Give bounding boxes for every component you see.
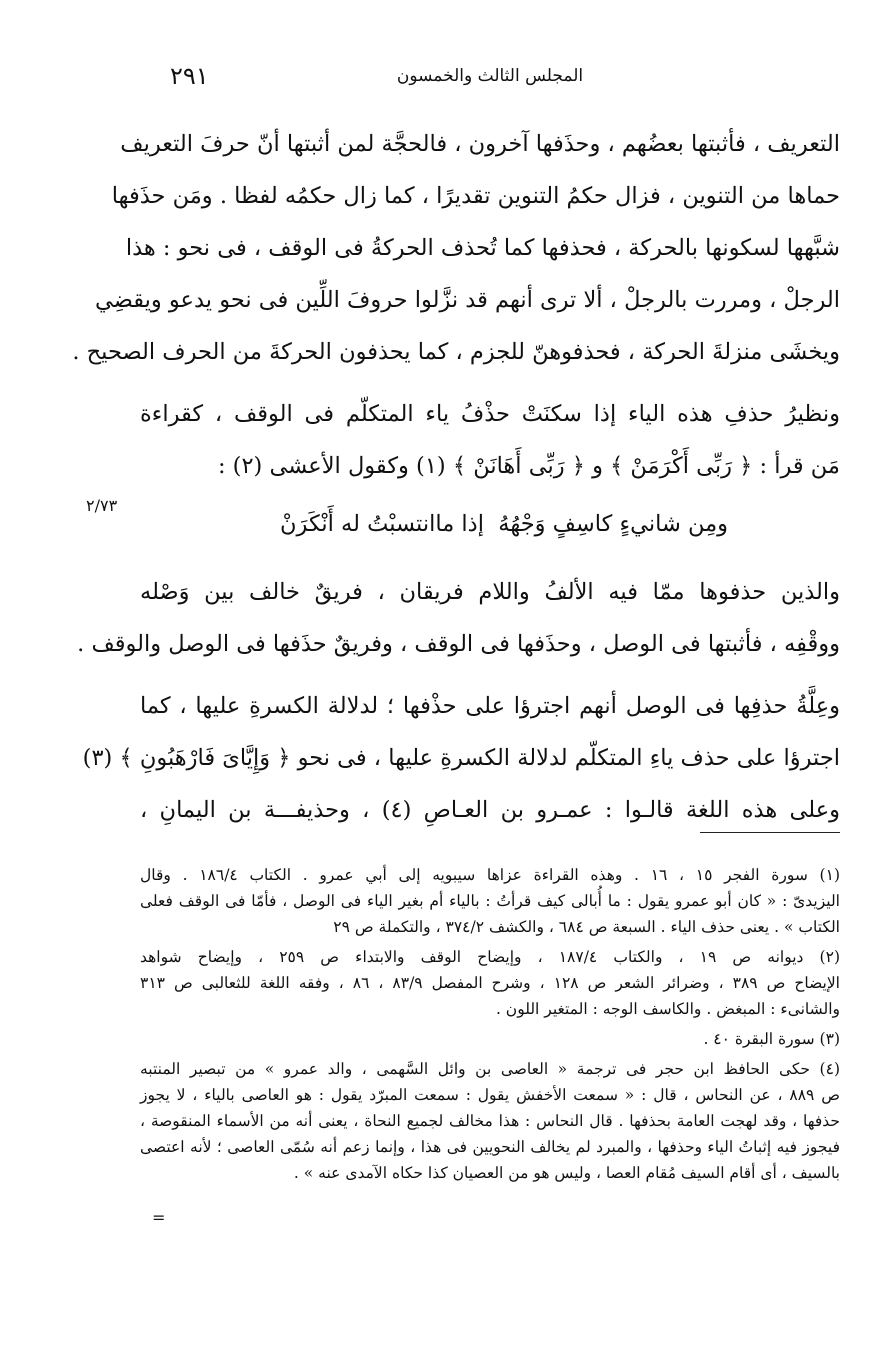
footnote-line: والشانىء : المبغض . والكاسف الوجه : المتغير اللون . [495,1000,840,1018]
text-line: ووقْفِه ، فأثبتها فى الوصل ، وحذَفها فى الوقف ، وفريقٌ حذَفها فى الوصل والوقف . [77,631,840,657]
text-line: وعلى هذه اللغة قالـوا : عمـرو بن العـاصِ (٤) ، وحذيفـــة بن اليمانِ ، [140,797,840,823]
paragraph [140,388,840,492]
running-title: المجلس الثالث والخمسون [396,66,584,86]
continuation-mark: = [152,1208,166,1227]
text-line: مَن قرأ : ﴿ رَبِّى أَكْرَمَنْ ﴾ و ﴿ رَبِّى أَهَانَنْ ﴾ (١) وكقول الأعشى (٢) : [217,453,840,479]
text-line: شبَّهها لسكونها بالحركة ، فحذفها كما تُحذف الحركةُ فى الوقف ، فى نحو : هذا [125,235,840,261]
footnote-1 [140,862,840,940]
text-line: التعريف ، فأثبتها بعضُهم ، وحذَفها آخرون ، فالحجَّة لمن أثبتها أنّ حرفَ التعريف [120,131,840,157]
footnote-line: (٤) حكى الحافظ ابن حجر فى ترجمة « العاصى بن وائل السَّهمى ، والد عمرو » من تبصير المنتبه [140,1060,840,1078]
text-line: حماها من التنوين ، فزال حكمُ التنوين تقديرًا ، كما زال حكمُه لفظا . ومَن حذَفها [111,183,840,209]
running-header [140,62,840,96]
footnote-4 [140,1056,840,1186]
footnotes [140,862,840,1186]
footnote-line: (٢) ديوانه ص ١٩ ، والكتاب ١٨٧/٤ ، وإيضاح الوقف والابتداء ص ٢٥٩ ، وإيضاح شواهد [140,948,840,966]
poetry-verse [140,492,840,556]
footnote-line: حذفها ، وقد لهجت العامة بحذفها . قال النحاس : هذا مخالف لجميع النحاة ، يعنى أنه من الأسماء المنقوصة ، [140,1112,840,1130]
footnote-2 [140,944,840,1022]
text-line: ويخشَى منزلةَ الحركة ، فحذفوهنّ للجزم ، كما يحذفون الحركةَ من الحرف الصحيح . [72,339,840,365]
page-number: ٢٩١ [170,62,209,90]
text-line: وعِلَّةُ حذفِها فى الوصل أنهم اجترؤا على حذْفها ؛ لدلالة الكسرةِ عليها ، كما [140,693,840,719]
footnote-line: فيجوز فيه إثباتُ الياء وحذفها ، والمبرد لم يخالف النحويين فى هذا ، وإنما زعم أنه سُمّى العاصى ؛ لأنه اعتصى [140,1138,840,1156]
margin-reference: ٢/٧٣ [86,496,118,515]
verse-hemistich-2: إذا ماانتسبْتُ له أَنْكَرَنْ [280,511,484,537]
verse-hemistich-1: ومِن شانيءٍ كاسِفٍ وَجْهُهُ [498,511,728,537]
paragraph [77,566,840,670]
paragraph [72,118,840,378]
footnote-line: اليزيدىّ : « كان أبو عمرو يقول : ما أُبالى كيف قرأتُ : بالياء أم بغير الياء فى الوصل ، فأمّا فى الوقف فعلى [140,892,840,910]
footnote-line: بالسيف ، أى أقام السيف مُقام العصا ، وليس هو من العصيان كذا حكاه الآمدى عنه » . [293,1164,840,1182]
footnote-line: ص ٨٨٩ ، عن النحاس ، قال : « سمعت الأخفش يقول : سمعت المبرّد يقول : هو العاصى بالياء ، لا يجوز [140,1086,840,1104]
text-line: ونظيرُ حذفِ هذه الياء إذا سكنَتْ حذْفُ ياء المتكلّم فى الوقف ، كقراءة [140,401,840,427]
footnote-line: (٣) سورة البقرة ٤٠ . [703,1030,840,1048]
paragraph [82,680,840,836]
text-line: اجترؤا على حذف ياءِ المتكلّم لدلالة الكسرةِ عليها ، فى نحو ﴿ وَإِيَّاىَ فَارْهَبُونِ ﴾ (٣) [82,745,840,771]
footnote-line: (١) سورة الفجر ١٥ ، ١٦ . وهذه القراءة عزاها سيبويه إلى أبي عمرو . الكتاب ١٨٦/٤ . وقال [140,866,840,884]
text-line: والذين حذفوها ممّا فيه الألفُ واللام فريقان ، فريقٌ خالف بين وَصْله [140,579,840,605]
footnote-divider [700,832,840,833]
text-line: الرجلْ ، ومررت بالرجلْ ، ألا ترى أنهم قد نزَّلوا حروفَ اللِّين فى نحو يدعو ويقضِي [95,287,840,313]
footnote-line: الإيضاح ص ٣٨٩ ، وضرائر الشعر ص ١٢٨ ، وشرح المفصل ٨٣/٩ ، ٨٦ ، وفقه اللغة للثعالبى ص ٣١٣ [140,974,840,992]
footnote-line: الكتاب » . يعنى حذف الياء . السبعة ص ٦٨٤ ، والكشف ٣٧٤/٢ ، والتكملة ص ٢٩ [333,918,840,936]
footnote-3 [140,1026,840,1052]
